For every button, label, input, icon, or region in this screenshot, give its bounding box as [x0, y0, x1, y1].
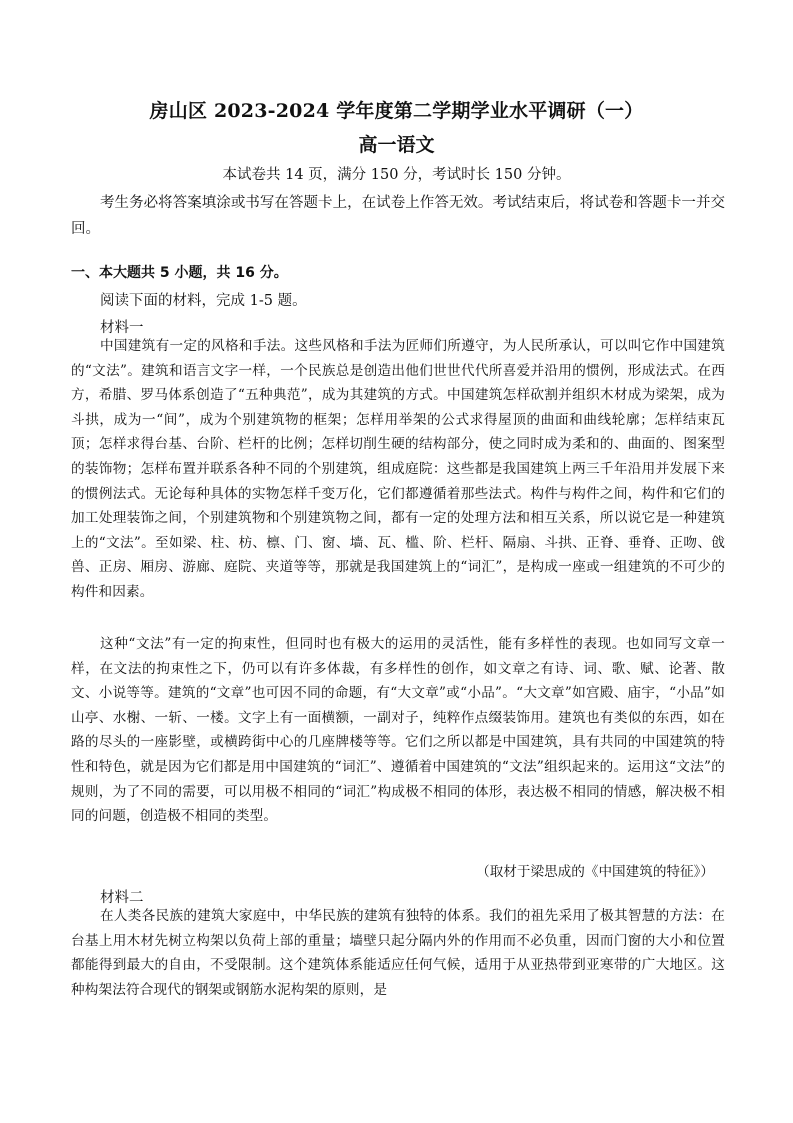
material-1-paragraph-2: 这种“文法”有一定的拘束性，但同时也有极大的运用的灵活性，能有多样性的表现。也如同写文章一样，在文法的拘束性之下，仍可以有许多体裁，有多样性的创作，如文章之有诗、词、歌、赋、论著、散文、小说等等。建筑的“文章”也可因不同的命题，有“大文章”或“小品”。“大文章”如宫殿、庙宇，“小品”如山亭、水榭、一斩、一楼。文字上有一面横额，一副对子，纯粹作点缀装饰用。建筑也有类似的东西，如在路的尽头的一座影壁，或横跨街中心的几座牌楼等等。它们之所以都是中国建筑，具有共同的中国建筑的特性和特色，就是因为它们都是用中国建筑的“词汇”、遵循着中国建筑的“文法”组织起来的。运用这“文法”的规则，为了不同的需要，可以用极不相同的“词汇”构成极不相同的体形，表达极不相同的情感，解决极不相同的问题，创造极不相同的类型。 — [71, 636, 725, 825]
exam-subject: 高一语文 — [358, 134, 435, 156]
material-1-paragraph-1: 中国建筑有一定的风格和手法。这些风格和手法为匠师们所遵守，为人民所承认，可以叫它作中国建筑的“文法”。建筑和语言文字一样，一个民族总是创造出他们世世代代所喜爱并沿用的惯例，形成法式。在西方，希腊、罗马体系创造了“五种典范”，成为其建筑的方式。中国建筑怎样砍割并组织木材成为梁架，成为斗拱，成为一“间”，成为个别建筑物的框架；怎样用举架的公式求得屋顶的曲面和曲线轮廓；怎样结束瓦顶；怎样求得台基、台阶、栏杆的比例；怎样切削生硬的结构部分，使之同时成为柔和的、曲面的、图案型的装饰物；怎样布置并联系各种不同的个别建筑，组成庭院：这些都是我国建筑上两三千年沿用并发展下来的惯例法式。无论每种具体的实物怎样千变万化，它们都遵循着那些法式。构件与构件之间，构件和它们的加工处理装饰之间，个别建筑物和个别建筑物之间，都有一定的处理方法和相互关系，所以说它是一种建筑上的“文法”。至如梁、柱、枋、檩、门、窗、墙、瓦、槛、阶、栏杆、隔扇、斗拱、正脊、垂脊、正吻、戗兽、正房、厢房、游廊、庭院、夹道等等，那就是我国建筑上的“词汇”，是构成一座或一组建筑的不可少的构件和因素。 — [71, 338, 725, 600]
exam-notice: 考生务必将答案填涂或书写在答题卡上，在试卷上作答无效。考试结束后，将试卷和答题卡一并交回。 — [71, 195, 725, 237]
section-heading: 一、本大题共 5 小题，共 16 分。 — [71, 265, 288, 281]
exam-title: 房山区 2023-2024 学年度第二学期学业水平调研（一） — [149, 100, 644, 122]
material-2-paragraph-1: 在人类各民族的建筑大家庭中，中华民族的建筑有独特的体系。我们的祖先采用了极其智慧的方法：在台基上用木材先树立构架以负荷上部的重量；墙壁只起分隔内外的作用而不必负重，因而门窗的大小和位置都能得到最大的自由，不受限制。这个建筑体系能适应任何气候，适用于从亚热带到亚寒带的广大地区。这种构架法符合现代的钢架或钢筋水泥构架的原则，是 — [71, 908, 725, 998]
section-instruction: 阅读下面的材料，完成 1-5 题。 — [100, 293, 307, 309]
material-1-label: 材料一 — [100, 320, 144, 336]
exam-info: 本试卷共 14 页，满分 150 分，考试时长 150 分钟。 — [222, 167, 571, 183]
material-2-label: 材料二 — [100, 890, 144, 906]
material-1-source: （取材于梁思成的《中国建筑的特征》） — [476, 864, 714, 880]
